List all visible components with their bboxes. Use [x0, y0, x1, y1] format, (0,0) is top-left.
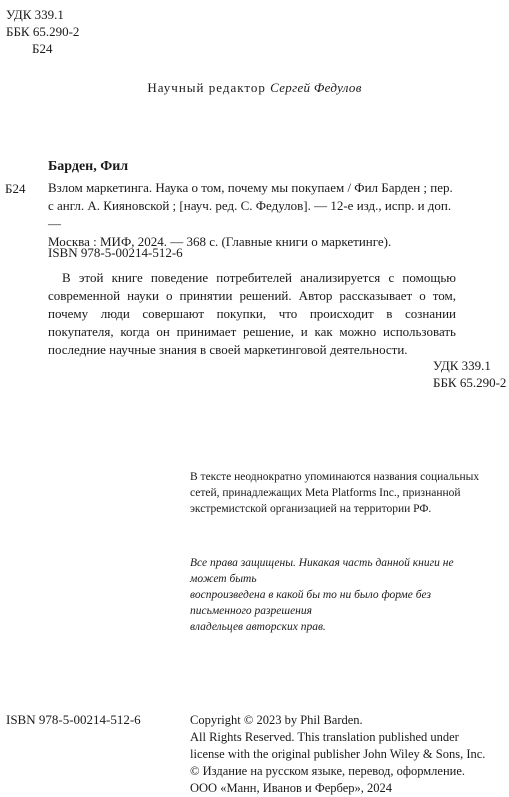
- bib-line: Москва : МИФ, 2024. — 368 с. (Главные книги о маркетинге).: [48, 234, 392, 249]
- record-bbk: ББК 65.290-2: [433, 375, 507, 390]
- bib-line: с англ. А. Кияновской ; [науч. ред. С. Федулов]. — 12-е изд., испр. и доп. —: [48, 198, 452, 231]
- record-isbn: ISBN 978-5-00214-512-6: [48, 245, 183, 260]
- footer-isbn: ISBN 978-5-00214-512-6: [6, 712, 141, 727]
- rights-line: Все права защищены. Никакая часть данной книги не может быть: [190, 557, 454, 585]
- author-mark: Б24: [32, 41, 53, 56]
- rights-line: воспроизведена в какой бы то ни было форме без письменного разрешения: [190, 589, 431, 617]
- rights-reserved-notice: [190, 555, 490, 635]
- copyright-line: license with the original publisher John Wiley & Sons, Inc.: [190, 747, 486, 761]
- notice-line: сетей, принадлежащих Meta Platforms Inc., признанной: [190, 487, 461, 499]
- record-udk: УДК 339.1: [433, 358, 491, 373]
- notice-line: экстремистской организацией на территории РФ.: [190, 503, 432, 515]
- extremism-notice: [190, 469, 490, 517]
- bbk-code: ББК 65.290-2: [6, 24, 80, 39]
- bib-line: Взлом маркетинга. Наука о том, почему мы покупаем / Фил Барден ; пер.: [48, 180, 453, 195]
- copyright-line: ООО «Манн, Иванов и Фербер», 2024: [190, 781, 393, 795]
- scientific-editor-label: Научный редактор: [147, 80, 266, 95]
- copyright-line: Copyright © 2023 by Phil Barden.: [190, 713, 363, 727]
- record-author-mark: Б24: [5, 181, 26, 196]
- record-classification-codes: [433, 357, 506, 391]
- copyright-line: © Издание на русском языке, перевод, оформление.: [190, 764, 466, 778]
- copyright-block: [190, 712, 500, 797]
- header-classification-codes: [6, 6, 79, 57]
- copyright-line: All Rights Reserved. This translation published under: [190, 730, 459, 744]
- rights-line: владельцев авторских прав.: [190, 621, 326, 633]
- bibliographic-description: [48, 179, 456, 251]
- udk-code: УДК 339.1: [6, 7, 64, 22]
- notice-line: В тексте неоднократно упоминаются названия социальных: [190, 471, 480, 483]
- scientific-editor-name: Сергей Федулов: [270, 80, 362, 95]
- scientific-editor-line: [0, 80, 509, 96]
- record-author: Барден, Фил: [48, 159, 129, 174]
- annotation: В этой книге поведение потребителей анализируется с помощью современной науки о принятии решений. Автор рассказывает о том, почему люди совершают покупки, что происходит в сознании покупателя, когда он принимает решение, и как можно использовать последние научные знания в своей маркетинговой деятельности.: [48, 270, 456, 357]
